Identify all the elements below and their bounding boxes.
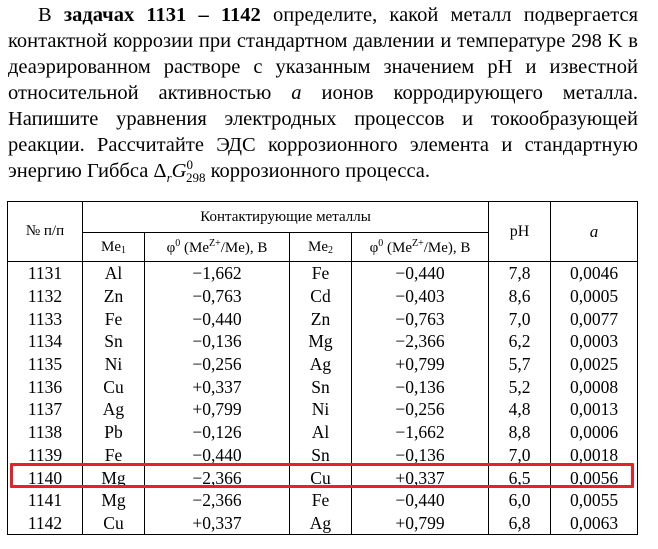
cell-ph: 7,0	[489, 444, 551, 467]
cell-me2: Zn	[290, 307, 352, 330]
cell-me1: Sn	[83, 330, 145, 353]
cell-ph: 6,5	[489, 466, 551, 489]
cell-me1: Fe	[83, 307, 145, 330]
problem-text-2: ионов корродирующего металла. Напишите уравнения электродных процессов и токообразующей реакции. Рассчитайте ЭДС коррозионного элемента и стандартную энергию Гиббса	[8, 82, 639, 182]
cell-phi2: +0,337	[352, 466, 489, 489]
cell-activity: 0,0006	[551, 421, 638, 444]
cell-phi2: +0,799	[352, 512, 489, 535]
cell-activity: 0,0018	[551, 444, 638, 467]
cell-me1: Pb	[83, 421, 145, 444]
table-row	[8, 262, 638, 285]
cell-ph: 4,8	[489, 398, 551, 421]
problem-prefix: В	[38, 4, 52, 26]
cell-ph: 6,0	[489, 489, 551, 512]
cell-phi2: −2,366	[352, 330, 489, 353]
cell-number: 1131	[8, 262, 83, 285]
cell-ph: 7,0	[489, 307, 551, 330]
cell-me1: Fe	[83, 444, 145, 467]
cell-activity: 0,0003	[551, 330, 638, 353]
cell-phi2: −0,403	[352, 285, 489, 308]
cell-activity: 0,0055	[551, 489, 638, 512]
cell-number: 1135	[8, 353, 83, 376]
activity-variable: a	[291, 82, 302, 104]
cell-me1: Ni	[83, 353, 145, 376]
cell-me2: Al	[290, 421, 352, 444]
cell-phi1: −0,136	[145, 330, 290, 353]
table-row	[8, 444, 638, 467]
header-ph: pH	[489, 202, 551, 262]
problem-text-1: определите, какой металл подвергается контактной коррозии при стандартном давлении и температуре 298 K в деаэрированном растворе с указанным значением pH и известной относительной активностью	[8, 4, 639, 104]
cell-phi1: −2,366	[145, 489, 290, 512]
cell-phi1: +0,337	[145, 512, 290, 535]
cell-phi1: −0,763	[145, 285, 290, 308]
cell-activity: 0,0046	[551, 262, 638, 285]
cell-number: 1139	[8, 444, 83, 467]
cell-me2: Ag	[290, 353, 352, 376]
cell-phi2: −0,440	[352, 489, 489, 512]
cell-number: 1141	[8, 489, 83, 512]
cell-ph: 8,8	[489, 421, 551, 444]
table-row	[8, 353, 638, 376]
cell-phi1: −0,440	[145, 307, 290, 330]
cell-phi2: −1,662	[352, 421, 489, 444]
problem-statement	[8, 2, 638, 184]
table-row	[8, 489, 638, 512]
table-row	[8, 307, 638, 330]
cell-me2: Cd	[290, 285, 352, 308]
cell-ph: 6,8	[489, 512, 551, 535]
cell-number: 1140	[8, 466, 83, 489]
cell-number: 1142	[8, 512, 83, 535]
header-contact-metals: Контактирующие металлы	[83, 202, 489, 233]
table-row	[8, 398, 638, 421]
metals-table	[7, 201, 638, 535]
problem-text-3: коррозионного процесса.	[210, 160, 431, 182]
table-row-highlighted	[8, 466, 638, 489]
cell-me2: Mg	[290, 330, 352, 353]
cell-me1: Ag	[83, 398, 145, 421]
cell-ph: 8,6	[489, 285, 551, 308]
cell-phi2: −0,136	[352, 375, 489, 398]
header-activity: a	[551, 202, 638, 262]
cell-me2: Fe	[290, 489, 352, 512]
metals-table-container	[7, 201, 637, 535]
cell-number: 1132	[8, 285, 83, 308]
cell-phi1: +0,337	[145, 375, 290, 398]
cell-number: 1137	[8, 398, 83, 421]
cell-phi1: −1,662	[145, 262, 290, 285]
cell-me2: Fe	[290, 262, 352, 285]
cell-me2: Ni	[290, 398, 352, 421]
cell-phi1: −0,126	[145, 421, 290, 444]
cell-activity: 0,0005	[551, 285, 638, 308]
cell-me1: Cu	[83, 375, 145, 398]
header-phi1: $\varphi^0$ $(Me^{Z+}/Me)$, В	[145, 233, 290, 262]
cell-me2: Cu	[290, 466, 352, 489]
cell-ph: 7,8	[489, 262, 551, 285]
cell-me1: Cu	[83, 512, 145, 535]
cell-activity: 0,0077	[551, 307, 638, 330]
cell-activity: 0,0008	[551, 375, 638, 398]
cell-phi1: −0,256	[145, 353, 290, 376]
cell-number: 1134	[8, 330, 83, 353]
cell-me1: Mg	[83, 466, 145, 489]
table-row	[8, 330, 638, 353]
task-range: задачах 1131 – 1142	[63, 4, 261, 26]
cell-activity: 0,0056	[551, 466, 638, 489]
cell-phi1: −2,366	[145, 466, 290, 489]
cell-activity: 0,0025	[551, 353, 638, 376]
cell-activity: 0,0063	[551, 512, 638, 535]
cell-me1: Zn	[83, 285, 145, 308]
table-row	[8, 512, 638, 535]
cell-me2: Ag	[290, 512, 352, 535]
header-me1: $Me_1$	[83, 233, 145, 262]
cell-number: 1138	[8, 421, 83, 444]
cell-ph: 5,7	[489, 353, 551, 376]
table-row	[8, 285, 638, 308]
cell-phi2: −0,763	[352, 307, 489, 330]
cell-phi1: −0,440	[145, 444, 290, 467]
cell-phi2: −0,136	[352, 444, 489, 467]
cell-ph: 5,2	[489, 375, 551, 398]
cell-me1: Mg	[83, 489, 145, 512]
cell-me2: Sn	[290, 375, 352, 398]
header-number: № п/п	[8, 202, 83, 262]
table-row	[8, 375, 638, 398]
cell-phi2: −0,440	[352, 262, 489, 285]
header-phi2: $\varphi^0$ $(Me^{Z+}/Me)$, В	[352, 233, 489, 262]
cell-number: 1133	[8, 307, 83, 330]
cell-phi2: −0,256	[352, 398, 489, 421]
cell-me2: Sn	[290, 444, 352, 467]
cell-phi2: +0,799	[352, 353, 489, 376]
table-row	[8, 421, 638, 444]
cell-number: 1136	[8, 375, 83, 398]
cell-ph: 6,2	[489, 330, 551, 353]
cell-me1: Al	[83, 262, 145, 285]
header-me2: $Me_2$	[290, 233, 352, 262]
cell-activity: 0,0013	[551, 398, 638, 421]
gibbs-symbol: $\Delta_rG^0_{298}$	[153, 157, 206, 186]
cell-phi1: +0,799	[145, 398, 290, 421]
